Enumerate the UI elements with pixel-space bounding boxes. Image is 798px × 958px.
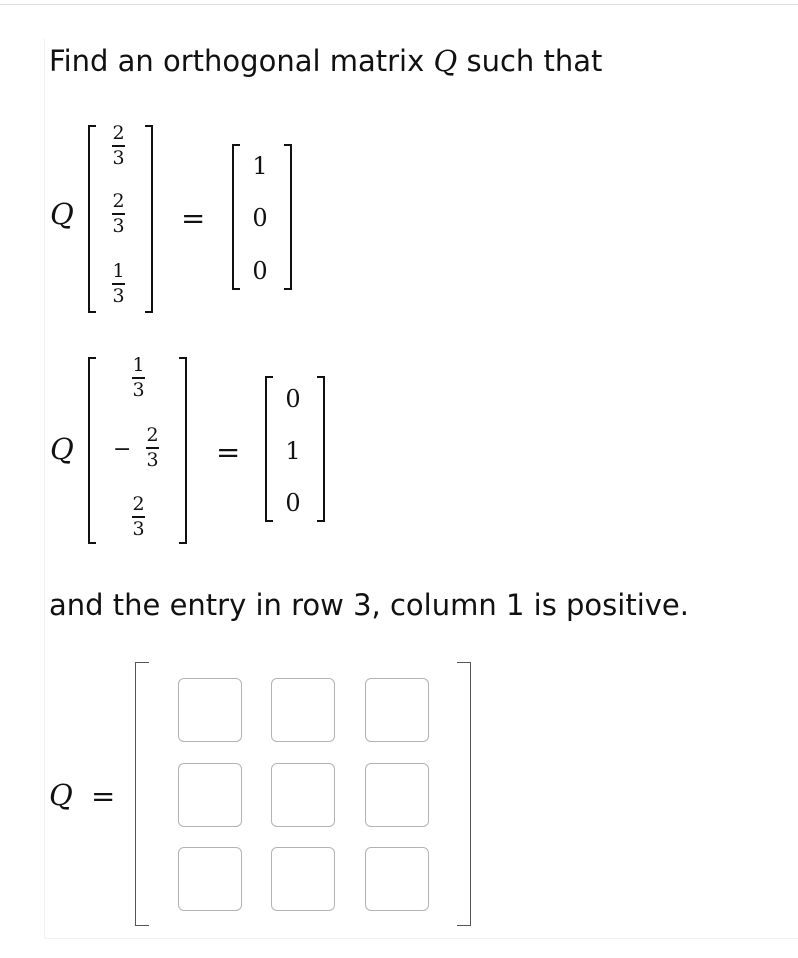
fraction-denominator: 3	[132, 379, 145, 401]
eq2-lhs-variable: Q	[50, 432, 74, 466]
fraction-denominator: 3	[132, 518, 145, 540]
fraction-numerator: 2	[112, 190, 125, 212]
eq1-right-bracket-close	[284, 144, 292, 290]
matrix-cell-r1c3[interactable]	[365, 678, 429, 742]
fraction-denominator: 3	[146, 449, 159, 471]
answer-bracket-close	[457, 662, 471, 926]
matrix-cell-r3c1[interactable]	[178, 847, 242, 911]
matrix-cell-r1c1[interactable]	[178, 678, 242, 742]
fraction-denominator: 3	[112, 215, 125, 237]
eq1-result-entry-3: 0	[252, 257, 268, 285]
matrix-cell-r3c2[interactable]	[271, 847, 335, 911]
matrix-cell-r2c1[interactable]	[178, 763, 242, 827]
eq2-right-bracket-close	[317, 376, 325, 522]
matrix-cell-r3c3[interactable]	[365, 847, 429, 911]
matrix-cell-r2c3[interactable]	[365, 763, 429, 827]
eq2-result-entry-3: 0	[285, 489, 301, 517]
question-prompt	[49, 42, 602, 80]
prompt-text-end: such that	[457, 44, 603, 78]
eq1-left-bracket-open	[88, 125, 96, 313]
fraction-denominator: 3	[112, 285, 125, 307]
fraction-numerator: 2	[132, 493, 145, 515]
eq2-left-bracket-close	[179, 357, 187, 544]
eq2-result-entry-2: 1	[285, 437, 301, 465]
eq1-lhs-variable: Q	[50, 197, 74, 231]
eq2-vector-entry-2-sign: −	[113, 437, 132, 462]
eq1-right-bracket-open	[232, 144, 240, 290]
prompt-variable: Q	[433, 44, 458, 78]
eq1-vector-entry-2	[112, 191, 125, 237]
eq2-right-bracket-open	[265, 376, 273, 522]
eq1-left-bracket-close	[145, 125, 153, 313]
fraction-numerator: 1	[132, 354, 145, 376]
fraction-numerator: 2	[146, 424, 159, 446]
eq2-result-entry-1: 0	[285, 385, 301, 413]
eq2-left-bracket-open	[88, 357, 96, 544]
eq2-vector-entry-3	[132, 494, 145, 540]
eq1-equals-sign: =	[181, 201, 206, 235]
eq2-equals-sign: =	[216, 435, 241, 469]
eq2-vector-entry-2	[146, 425, 159, 471]
matrix-cell-r1c2[interactable]	[271, 678, 335, 742]
eq2-vector-entry-1	[132, 355, 145, 401]
fraction-numerator: 1	[112, 260, 125, 282]
answer-bracket-open	[135, 662, 149, 926]
eq1-result-entry-1: 1	[252, 152, 268, 180]
eq1-vector-entry-1	[112, 123, 125, 169]
eq1-vector-entry-3	[112, 261, 125, 307]
fraction-denominator: 3	[112, 147, 125, 169]
prompt-text-start: Find an orthogonal matrix	[49, 44, 434, 78]
answer-equals-sign: =	[91, 779, 116, 813]
matrix-cell-r2c2[interactable]	[271, 763, 335, 827]
answer-lhs-variable: Q	[49, 778, 73, 812]
fraction-numerator: 2	[112, 122, 125, 144]
eq1-result-entry-2: 0	[252, 204, 268, 232]
condition-text: and the entry in row 3, column 1 is positive.	[49, 588, 689, 622]
top-divider	[0, 4, 798, 5]
